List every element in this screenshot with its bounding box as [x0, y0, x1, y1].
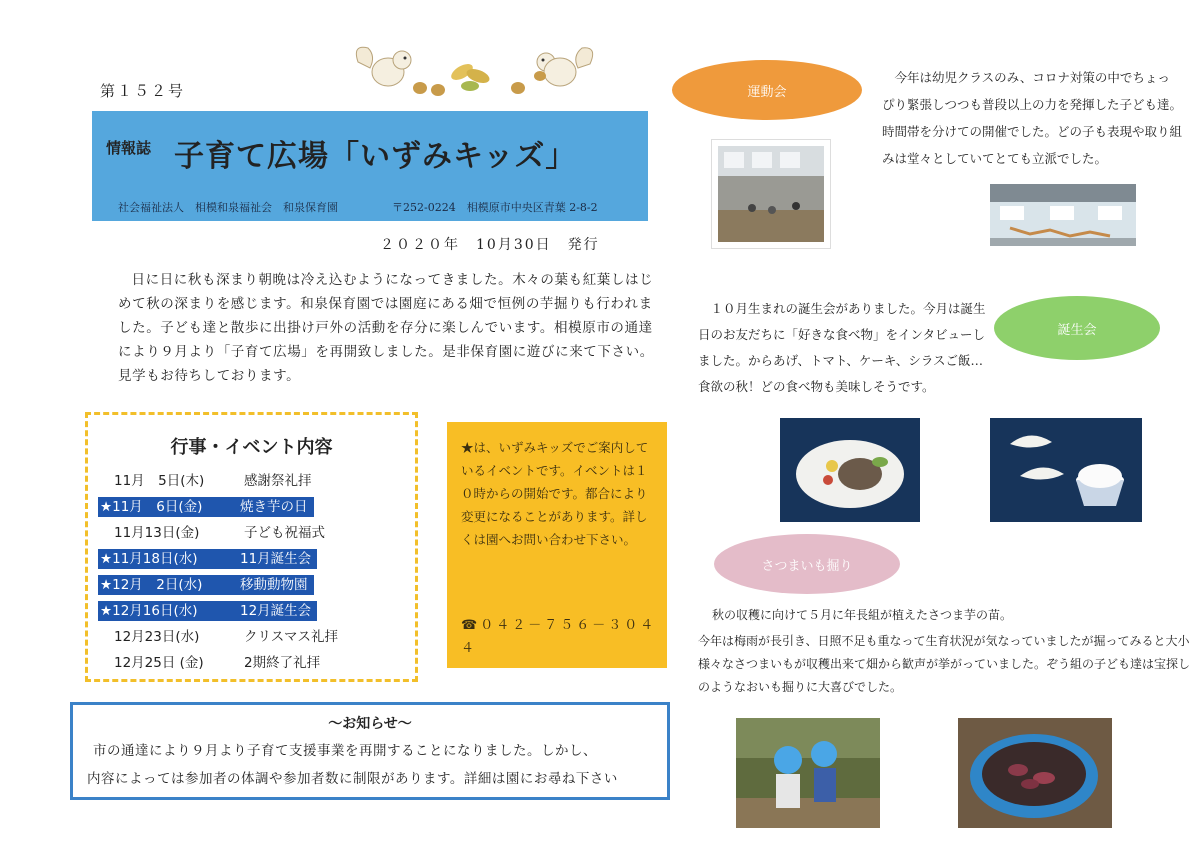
gym-decoration-photo [990, 184, 1136, 246]
event-row: 11月 5日(木) 感謝祭礼拝 [114, 473, 312, 489]
gym-photo [712, 140, 830, 248]
event-row: ★12月16日(水) 12月誕生会 [98, 601, 317, 621]
acorn-icon [431, 84, 445, 96]
event-row: 12月23日(水) クリスマス礼拝 [114, 629, 338, 645]
organization-address: 〒252-0224 相模原市中央区青葉 2-8-2 [392, 201, 598, 214]
event-row: ★11月 6日(金) 焼き芋の日 [98, 497, 314, 517]
food-plate-photo [780, 418, 920, 522]
notice-box [70, 702, 670, 800]
sports-day-label: 運動会 [672, 60, 862, 120]
intro-paragraph: 日に日に秋も深まり朝晩は冷え込むようになってきました。木々の葉も紅葉しはじめて秋の深まりを感じます。和泉保育園では園庭にある畑で恒例の芋掘りも行われました。子ども達と散歩に出掛け戸外の活動を存分に楽しんでいます。相模原市の通達により９月より「子育て広場」を再開致しました。是非保育園に遊びに来て下さい。見学もお待ちしております。 [118, 272, 654, 384]
harvest-basket-photo [958, 718, 1112, 828]
issue-date: ２０２０年 10月30日 発行 [380, 237, 600, 253]
children-photo [736, 718, 880, 828]
title-banner [92, 111, 648, 221]
fish-rice-photo [990, 418, 1142, 522]
notice-title: ～お知らせ～ [328, 716, 412, 732]
squirrel-left-icon [356, 47, 411, 86]
potato-digging-text: 今年は梅雨が長引き、日照不足も重なって生育状況が気なっていましたが掘ってみると大小様々なさつまいもが収穫出来て畑から歓声が挙がっていました。ぞう組の子ども達は宝探しのようなおいも掘りに大喜びでした。 [698, 634, 1191, 694]
events-box [85, 412, 418, 682]
banner-title: 子育て広場「いずみキッズ」 [174, 139, 577, 174]
events-heading: 行事・イベント内容 [170, 437, 333, 458]
potato-digging-label: さつまいも掘り [714, 534, 900, 594]
potato-intro-line: 秋の収穫に向けて５月に年長組が植えたさつま芋の苗。 [712, 608, 1013, 622]
event-row: 11月13日(金) 子ども祝福式 [114, 525, 325, 541]
leaf-icon [449, 61, 492, 91]
sports-day-text: 今年は幼児クラスのみ、コロナ対策の中でちょっぴり緊張しつつも普段以上の力を発揮した子ども達。時間帯を分けての開催でした。どの子も表現や取り組みは堂々としていてとても立派でした。 [882, 70, 1183, 166]
birthday-text: １０月生まれの誕生会がありました。今月は誕生日のお友だちに「好きな食べ物」をインタビューしました。からあげ、トマト、ケーキ、シラスご飯…食欲の秋！どの食べ物も美味しそうです。 [698, 301, 986, 394]
squirrel-right-icon [534, 48, 593, 86]
banner-label: 情報誌 [106, 139, 152, 157]
phone-number: ☎０４２－７５６－３０４４ [461, 618, 657, 656]
event-row: ★12月 2日(水) 移動動物園 [98, 575, 314, 595]
organization-name: 社会福祉法人 相模和泉福祉会 和泉保育園 [118, 201, 338, 214]
birthday-label: 誕生会 [994, 296, 1160, 360]
notice-line: 市の通達により９月より子育て支援事業を再開することになりました。しかし、 [93, 743, 597, 759]
notice-line: 内容によっては参加者の体調や参加者数に制限があります。詳細は園にお尋ね下さい [87, 771, 618, 787]
event-info-text: ★は、いずみキッズでご案内しているイベントです。イベントは１０時からの開始です。都合により変更になることがあります。詳しくは園へお問い合わせ下さい。 [461, 440, 649, 547]
event-info-box [447, 422, 667, 668]
event-row: 12月25日 (金) 2期終了礼拝 [114, 655, 321, 671]
event-row: ★11月18日(水) 11月誕生会 [98, 549, 317, 569]
acorn-icon [511, 82, 525, 94]
squirrel-decoration [350, 42, 600, 100]
issue-number: 第１５２号 [100, 82, 186, 100]
acorn-icon [413, 82, 427, 94]
